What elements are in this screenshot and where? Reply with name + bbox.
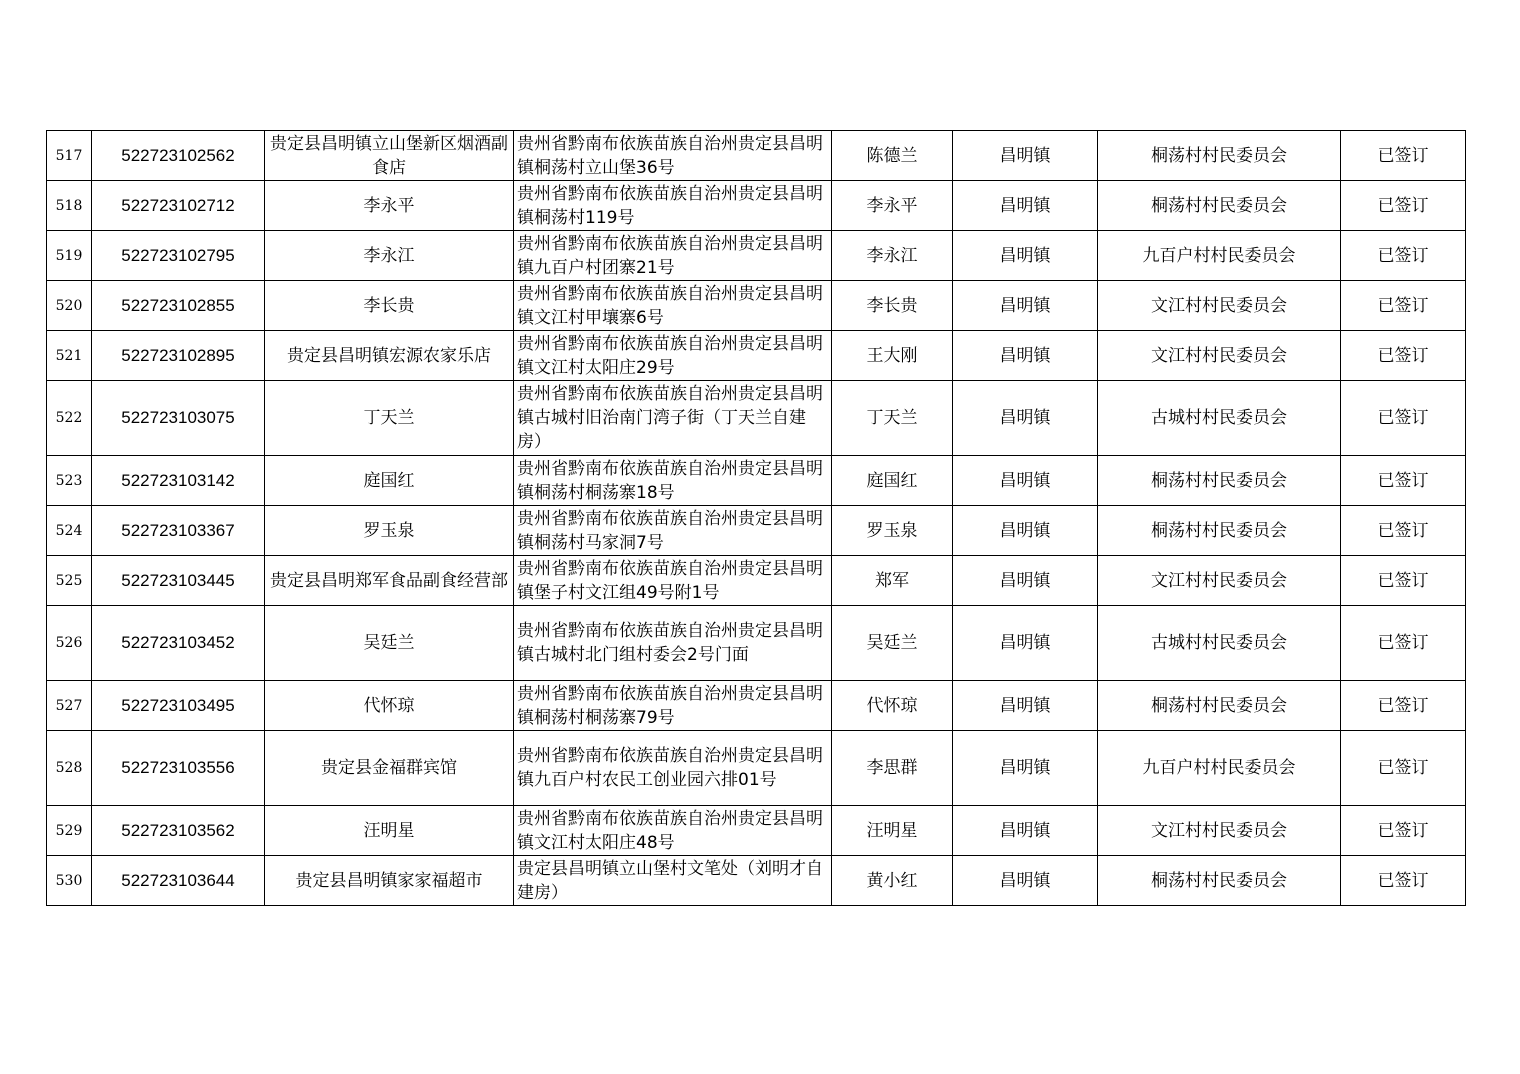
business-address-cell: 贵州省黔南布依族苗族自治州贵定县昌明镇古城村旧治南门湾子街（丁天兰自建房）: [514, 381, 832, 456]
business-name-cell: 汪明星: [265, 806, 514, 856]
business-name-cell: 贵定县昌明镇家家福超市: [265, 856, 514, 906]
record-code-cell: 522723102855: [92, 281, 265, 331]
table-row: [47, 181, 1466, 231]
business-address-cell: 贵州省黔南布依族苗族自治州贵定县昌明镇桐荡村桐荡寨79号: [514, 681, 832, 731]
contact-person-cell: 陈德兰: [832, 131, 953, 181]
business-address-cell: 贵州省黔南布依族苗族自治州贵定县昌明镇古城村北门组村委会2号门面: [514, 606, 832, 681]
row-number-cell: 520: [47, 281, 92, 331]
village-committee-cell: 文江村村民委员会: [1098, 806, 1341, 856]
business-name-cell: 贵定县昌明郑军食品副食经营部: [265, 556, 514, 606]
town-name-cell: 昌明镇: [953, 131, 1098, 181]
business-name-cell: 李长贵: [265, 281, 514, 331]
signing-status-cell: 已签订: [1341, 231, 1466, 281]
signing-status-cell: 已签订: [1341, 556, 1466, 606]
record-code-cell: 522723103445: [92, 556, 265, 606]
table-row: [47, 131, 1466, 181]
town-name-cell: 昌明镇: [953, 231, 1098, 281]
business-address-cell: 贵定县昌明镇立山堡村文笔处（刘明才自建房）: [514, 856, 832, 906]
table-row: [47, 381, 1466, 456]
village-committee-cell: 桐荡村村民委员会: [1098, 506, 1341, 556]
business-address-cell: 贵州省黔南布依族苗族自治州贵定县昌明镇文江村太阳庄48号: [514, 806, 832, 856]
signing-status-cell: 已签订: [1341, 456, 1466, 506]
village-committee-cell: 古城村村民委员会: [1098, 606, 1341, 681]
table-row: [47, 556, 1466, 606]
record-code-cell: 522723102895: [92, 331, 265, 381]
signing-status-cell: 已签订: [1341, 606, 1466, 681]
signing-status-cell: 已签订: [1341, 181, 1466, 231]
business-address-cell: 贵州省黔南布依族苗族自治州贵定县昌明镇桐荡村119号: [514, 181, 832, 231]
record-code-cell: 522723103644: [92, 856, 265, 906]
signing-status-cell: 已签订: [1341, 856, 1466, 906]
contact-person-cell: 郑军: [832, 556, 953, 606]
table-row: [47, 231, 1466, 281]
business-address-cell: 贵州省黔南布依族苗族自治州贵定县昌明镇堡子村文江组49号附1号: [514, 556, 832, 606]
contact-person-cell: 吴廷兰: [832, 606, 953, 681]
business-name-cell: 李永江: [265, 231, 514, 281]
town-name-cell: 昌明镇: [953, 606, 1098, 681]
row-number-cell: 523: [47, 456, 92, 506]
record-code-cell: 522723103556: [92, 731, 265, 806]
village-committee-cell: 桐荡村村民委员会: [1098, 181, 1341, 231]
table-row: [47, 681, 1466, 731]
town-name-cell: 昌明镇: [953, 856, 1098, 906]
table-row: [47, 456, 1466, 506]
town-name-cell: 昌明镇: [953, 681, 1098, 731]
record-code-cell: 522723102712: [92, 181, 265, 231]
village-committee-cell: 文江村村民委员会: [1098, 556, 1341, 606]
row-number-cell: 530: [47, 856, 92, 906]
record-code-cell: 522723103452: [92, 606, 265, 681]
business-name-cell: 罗玉泉: [265, 506, 514, 556]
signing-status-cell: 已签订: [1341, 381, 1466, 456]
table-row: [47, 331, 1466, 381]
row-number-cell: 525: [47, 556, 92, 606]
business-address-cell: 贵州省黔南布依族苗族自治州贵定县昌明镇文江村太阳庄29号: [514, 331, 832, 381]
record-code-cell: 522723102562: [92, 131, 265, 181]
table-row: [47, 606, 1466, 681]
village-committee-cell: 桐荡村村民委员会: [1098, 681, 1341, 731]
row-number-cell: 527: [47, 681, 92, 731]
record-code-cell: 522723103495: [92, 681, 265, 731]
contact-person-cell: 黄小红: [832, 856, 953, 906]
signing-status-cell: 已签订: [1341, 131, 1466, 181]
contact-person-cell: 庭国红: [832, 456, 953, 506]
table-row: [47, 731, 1466, 806]
town-name-cell: 昌明镇: [953, 456, 1098, 506]
village-committee-cell: 文江村村民委员会: [1098, 331, 1341, 381]
signing-status-cell: 已签订: [1341, 731, 1466, 806]
business-name-cell: 吴廷兰: [265, 606, 514, 681]
town-name-cell: 昌明镇: [953, 506, 1098, 556]
contact-person-cell: 王大刚: [832, 331, 953, 381]
record-code-cell: 522723103142: [92, 456, 265, 506]
village-committee-cell: 古城村村民委员会: [1098, 381, 1341, 456]
village-committee-cell: 桐荡村村民委员会: [1098, 131, 1341, 181]
town-name-cell: 昌明镇: [953, 731, 1098, 806]
signing-status-cell: 已签订: [1341, 506, 1466, 556]
row-number-cell: 521: [47, 331, 92, 381]
record-code-cell: 522723102795: [92, 231, 265, 281]
village-committee-cell: 文江村村民委员会: [1098, 281, 1341, 331]
row-number-cell: 526: [47, 606, 92, 681]
contact-person-cell: 李长贵: [832, 281, 953, 331]
business-name-cell: 代怀琼: [265, 681, 514, 731]
row-number-cell: 517: [47, 131, 92, 181]
business-name-cell: 庭国红: [265, 456, 514, 506]
town-name-cell: 昌明镇: [953, 181, 1098, 231]
row-number-cell: 518: [47, 181, 92, 231]
village-committee-cell: 九百户村村民委员会: [1098, 231, 1341, 281]
town-name-cell: 昌明镇: [953, 281, 1098, 331]
contact-person-cell: 罗玉泉: [832, 506, 953, 556]
village-committee-cell: 九百户村村民委员会: [1098, 731, 1341, 806]
table-row: [47, 281, 1466, 331]
table-row: [47, 856, 1466, 906]
town-name-cell: 昌明镇: [953, 556, 1098, 606]
contact-person-cell: 代怀琼: [832, 681, 953, 731]
records-table: [46, 130, 1466, 906]
contact-person-cell: 李永江: [832, 231, 953, 281]
business-name-cell: 贵定县昌明镇宏源农家乐店: [265, 331, 514, 381]
row-number-cell: 519: [47, 231, 92, 281]
business-address-cell: 贵州省黔南布依族苗族自治州贵定县昌明镇文江村甲壤寨6号: [514, 281, 832, 331]
town-name-cell: 昌明镇: [953, 381, 1098, 456]
record-code-cell: 522723103367: [92, 506, 265, 556]
business-address-cell: 贵州省黔南布依族苗族自治州贵定县昌明镇桐荡村桐荡寨18号: [514, 456, 832, 506]
town-name-cell: 昌明镇: [953, 806, 1098, 856]
signing-status-cell: 已签订: [1341, 331, 1466, 381]
row-number-cell: 528: [47, 731, 92, 806]
business-address-cell: 贵州省黔南布依族苗族自治州贵定县昌明镇九百户村农民工创业园六排01号: [514, 731, 832, 806]
business-name-cell: 李永平: [265, 181, 514, 231]
table-row: [47, 506, 1466, 556]
contact-person-cell: 李思群: [832, 731, 953, 806]
contact-person-cell: 李永平: [832, 181, 953, 231]
signing-status-cell: 已签订: [1341, 806, 1466, 856]
business-name-cell: 贵定县金福群宾馆: [265, 731, 514, 806]
row-number-cell: 524: [47, 506, 92, 556]
row-number-cell: 529: [47, 806, 92, 856]
village-committee-cell: 桐荡村村民委员会: [1098, 856, 1341, 906]
table-row: [47, 806, 1466, 856]
business-address-cell: 贵州省黔南布依族苗族自治州贵定县昌明镇桐荡村立山堡36号: [514, 131, 832, 181]
business-name-cell: 贵定县昌明镇立山堡新区烟酒副食店: [265, 131, 514, 181]
table-body: [47, 131, 1466, 906]
row-number-cell: 522: [47, 381, 92, 456]
contact-person-cell: 丁天兰: [832, 381, 953, 456]
business-address-cell: 贵州省黔南布依族苗族自治州贵定县昌明镇桐荡村马家洞7号: [514, 506, 832, 556]
business-address-cell: 贵州省黔南布依族苗族自治州贵定县昌明镇九百户村团寨21号: [514, 231, 832, 281]
record-code-cell: 522723103562: [92, 806, 265, 856]
signing-status-cell: 已签订: [1341, 281, 1466, 331]
town-name-cell: 昌明镇: [953, 331, 1098, 381]
business-name-cell: 丁天兰: [265, 381, 514, 456]
village-committee-cell: 桐荡村村民委员会: [1098, 456, 1341, 506]
signing-status-cell: 已签订: [1341, 681, 1466, 731]
contact-person-cell: 汪明星: [832, 806, 953, 856]
record-code-cell: 522723103075: [92, 381, 265, 456]
